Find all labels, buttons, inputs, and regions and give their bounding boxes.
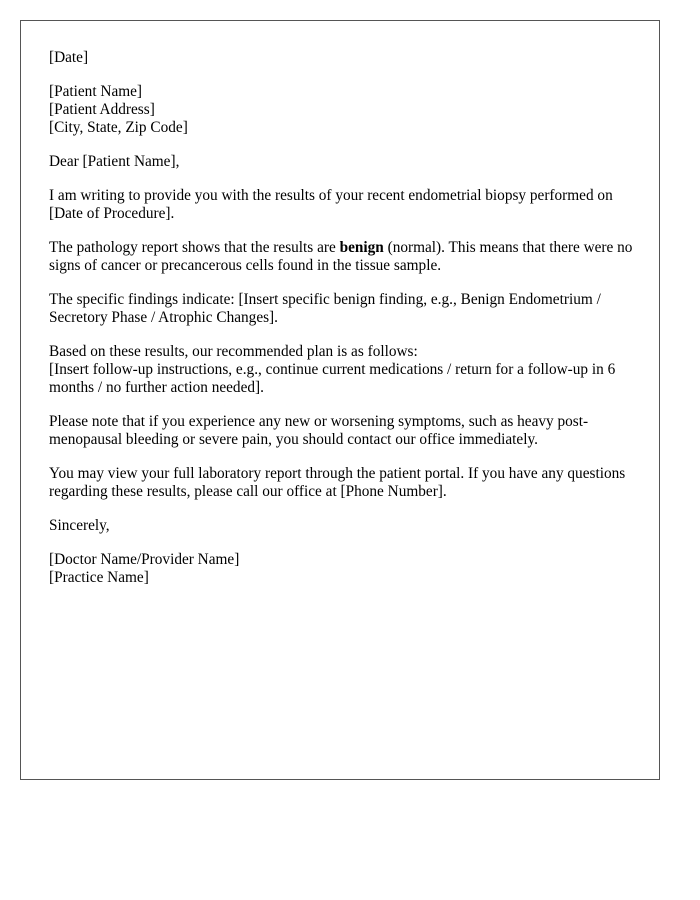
paragraph-intro: I am writing to provide you with the results of your recent endometrial biopsy performed on [Date of Procedure].	[49, 187, 613, 222]
recipient-address: [Patient Address]	[49, 101, 155, 118]
plan-intro: Based on these results, our recommended plan is as follows:	[49, 343, 418, 360]
plan-details: [Insert follow-up instructions, e.g., continue current medications / return for a follow-up in 6 months / no further action needed].	[49, 361, 616, 396]
letter-body	[49, 49, 639, 603]
paragraph-warning: Please note that if you experience any new or worsening symptoms, such as heavy post-menopausal bleeding or severe pain, you should contact our office immediately.	[49, 413, 589, 448]
signature-block	[49, 551, 639, 587]
signature-provider: [Doctor Name/Provider Name]	[49, 551, 240, 568]
recipient-block	[49, 83, 639, 137]
results-text-before: The pathology report shows that the results are	[49, 239, 340, 256]
results-benign-emphasis: benign	[339, 239, 384, 256]
paragraph-plan	[49, 343, 639, 397]
salutation: Dear [Patient Name],	[49, 153, 180, 170]
paragraph-results	[49, 239, 639, 275]
letter-page	[20, 20, 660, 780]
results-text-after: (normal). This means that there were no signs of cancer or precancerous cells found in the tissue sample.	[49, 239, 633, 274]
recipient-name: [Patient Name]	[49, 83, 143, 100]
paragraph-portal: You may view your full laboratory report through the patient portal. If you have any questions regarding these results, please call our office at [Phone Number].	[49, 465, 626, 500]
recipient-city-state-zip: [City, State, Zip Code]	[49, 119, 188, 136]
signature-practice: [Practice Name]	[49, 569, 149, 586]
letter-date: [Date]	[49, 49, 89, 66]
paragraph-findings: The specific findings indicate: [Insert specific benign finding, e.g., Benign Endometrium / Secretory Phase / Atrophic Changes].	[49, 291, 601, 326]
closing: Sincerely,	[49, 517, 110, 534]
